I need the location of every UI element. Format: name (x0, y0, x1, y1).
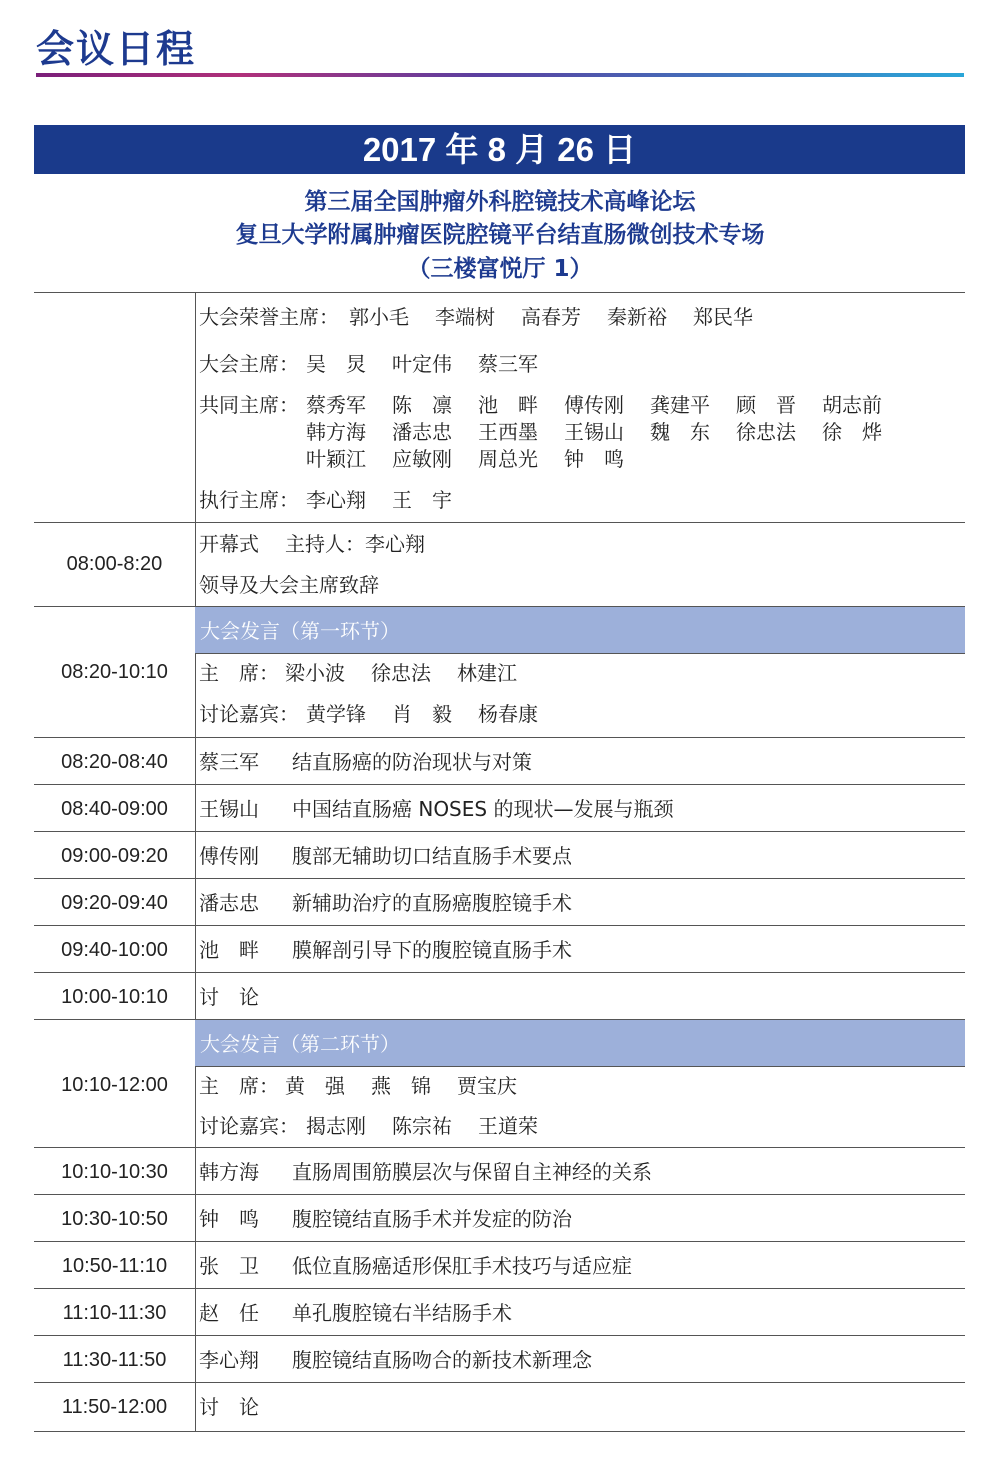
talk-topic: 单孔腹腔镜右半结肠手术 (292, 1301, 512, 1325)
co-chair-name: 韩方海 (306, 420, 366, 444)
session-2-chair: 黄 强 (285, 1074, 345, 1098)
row-divider (34, 972, 965, 973)
talk-topic: 腹腔镜结直肠吻合的新技术新理念 (292, 1348, 592, 1372)
table-top-rule (34, 292, 965, 293)
talk-time: 10:50-11:10 (61, 1255, 168, 1277)
row-divider (34, 784, 965, 785)
session-2-chair: 燕 锦 (371, 1074, 431, 1098)
co-chair-name: 叶颖江 (306, 447, 366, 471)
co-chair-name: 顾 晋 (736, 393, 796, 417)
main-chair-name: 叶定伟 (392, 352, 452, 376)
talk-speaker: 潘志忠 (199, 891, 259, 915)
co-chair-name: 胡志前 (822, 393, 882, 417)
honorary-chair-name: 秦新裕 (607, 305, 667, 329)
session-2-guest: 陈宗祐 (392, 1114, 452, 1138)
row-divider (34, 1288, 965, 1289)
talk-time: 08:40-09:00 (61, 798, 168, 820)
co-chair-name: 潘志忠 (392, 420, 452, 444)
opening-label: 开幕式 (199, 532, 259, 556)
talk-time: 10:30-10:50 (61, 1208, 168, 1230)
session-2-guest-label: 讨论嘉宾： (199, 1114, 299, 1138)
talk-speaker: 钟 鸣 (199, 1207, 259, 1231)
session-1-chair: 梁小波 (285, 661, 345, 685)
session-2-guest: 王道荣 (478, 1114, 538, 1138)
talk-topic: 新辅助治疗的直肠癌腹腔镜手术 (292, 891, 572, 915)
session-1-chair: 徐忠法 (371, 661, 431, 685)
honorary-chair-name: 郑民华 (693, 305, 753, 329)
session-1-time: 08:20-10:10 (61, 661, 168, 683)
talk-time: 11:50-12:00 (61, 1396, 168, 1418)
co-chair-name: 徐忠法 (736, 420, 796, 444)
talk-time: 11:10-11:30 (62, 1302, 167, 1324)
co-chair-name: 龚建平 (650, 393, 710, 417)
talk-speaker: 讨 论 (199, 1395, 259, 1419)
main-chair-name: 吴 炅 (306, 352, 366, 376)
talk-time: 11:30-11:50 (62, 1349, 167, 1371)
talk-speaker: 讨 论 (199, 985, 259, 1009)
main-chair-name: 蔡三军 (478, 352, 538, 376)
honorary-chair-name: 高春芳 (521, 305, 581, 329)
talk-topic: 膜解剖引导下的腹腔镜直肠手术 (292, 938, 572, 962)
row-divider (34, 925, 965, 926)
co-chair-name: 王锡山 (564, 420, 624, 444)
talk-topic: 腹腔镜结直肠手术并发症的防治 (292, 1207, 572, 1231)
session-title: 复旦大学附属肿瘤医院腔镜平台结直肠微创技术专场 (235, 222, 765, 248)
session-1-guest: 肖 毅 (392, 702, 452, 726)
talk-speaker: 李心翔 (199, 1348, 259, 1372)
co-chair-name: 蔡秀军 (306, 393, 366, 417)
session-1-guest-label: 讨论嘉宾： (199, 702, 299, 726)
talk-time: 09:20-09:40 (61, 892, 168, 914)
talk-speaker: 蔡三军 (199, 750, 259, 774)
row-divider (34, 878, 965, 879)
executive-chair-label: 执行主席： (199, 488, 299, 512)
talk-speaker: 傅传刚 (199, 844, 259, 868)
talk-speaker: 王锡山 (199, 797, 259, 821)
session-2-guest: 揭志刚 (306, 1114, 366, 1138)
session-2-title: 大会发言（第二环节） (200, 1032, 400, 1056)
talk-time: 10:10-10:30 (61, 1161, 168, 1183)
honorary-chair-label: 大会荣誉主席： (199, 305, 339, 329)
co-chair-name: 陈 凛 (392, 393, 452, 417)
co-chair-name: 钟 鸣 (564, 447, 624, 471)
co-chair-label: 共同主席： (199, 393, 299, 417)
row-divider (34, 1147, 965, 1148)
session-1-guest: 黄学锋 (306, 702, 366, 726)
opening-time: 08:00-8:20 (66, 553, 163, 575)
title-gradient-rule (36, 73, 964, 77)
co-chair-name: 傅传刚 (564, 393, 624, 417)
co-chair-name: 应敏刚 (392, 447, 452, 471)
talk-time: 09:00-09:20 (61, 845, 168, 867)
executive-chair-name: 王 宇 (392, 488, 452, 512)
session-1-chair-label: 主 席： (199, 661, 279, 685)
co-chair-name: 徐 烨 (822, 420, 882, 444)
row-divider (34, 831, 965, 832)
talk-topic: 直肠周围筋膜层次与保留自主神经的关系 (292, 1160, 652, 1184)
session-1-header (195, 606, 965, 654)
session-1-guest: 杨春康 (478, 702, 538, 726)
venue: （三楼富悦厅 1） (407, 256, 593, 282)
talk-speaker: 张 卫 (199, 1254, 259, 1278)
co-chair-name: 魏 东 (650, 420, 710, 444)
page-title: 会议日程 (36, 27, 197, 71)
talk-topic: 腹部无辅助切口结直肠手术要点 (292, 844, 572, 868)
honorary-chair-name: 郭小毛 (349, 305, 409, 329)
talk-time: 10:00-10:10 (61, 986, 168, 1008)
honorary-chair-name: 李端树 (435, 305, 495, 329)
talk-speaker: 池 畔 (199, 938, 259, 962)
co-chair-name: 池 畔 (478, 393, 538, 417)
co-chair-name: 周总光 (478, 447, 538, 471)
talk-time: 08:20-08:40 (61, 751, 168, 773)
row-divider (34, 522, 965, 523)
row-divider (34, 1382, 965, 1383)
table-bottom-rule (34, 1431, 965, 1432)
session-2-header (195, 1019, 965, 1067)
main-chair-label: 大会主席： (199, 352, 299, 376)
row-divider (34, 1335, 965, 1336)
session-2-chair-label: 主 席： (199, 1074, 279, 1098)
executive-chair-name: 李心翔 (306, 488, 366, 512)
row-divider (34, 737, 965, 738)
talk-time: 09:40-10:00 (61, 939, 168, 961)
talk-topic: 低位直肠癌适形保肛手术技巧与适应症 (292, 1254, 632, 1278)
date-banner: 2017 年 8 月 26 日 (34, 125, 965, 174)
session-2-time: 10:10-12:00 (61, 1074, 168, 1096)
row-divider (34, 1194, 965, 1195)
row-divider (34, 1241, 965, 1242)
opening-speech: 领导及大会主席致辞 (199, 573, 379, 597)
co-chair-name: 王西墨 (478, 420, 538, 444)
talk-speaker: 赵 任 (199, 1301, 259, 1325)
talk-speaker: 韩方海 (199, 1160, 259, 1184)
opening-host: 主持人：李心翔 (285, 532, 425, 556)
session-1-chair: 林建江 (457, 661, 517, 685)
session-1-title: 大会发言（第一环节） (200, 619, 400, 643)
forum-title: 第三届全国肿瘤外科腔镜技术高峰论坛 (304, 189, 696, 215)
talk-topic: 结直肠癌的防治现状与对策 (292, 750, 532, 774)
table-column-divider (195, 292, 196, 1431)
talk-topic: 中国结直肠癌 NOSES 的现状—发展与瓶颈 (292, 797, 674, 821)
session-2-chair: 贾宝庆 (457, 1074, 517, 1098)
